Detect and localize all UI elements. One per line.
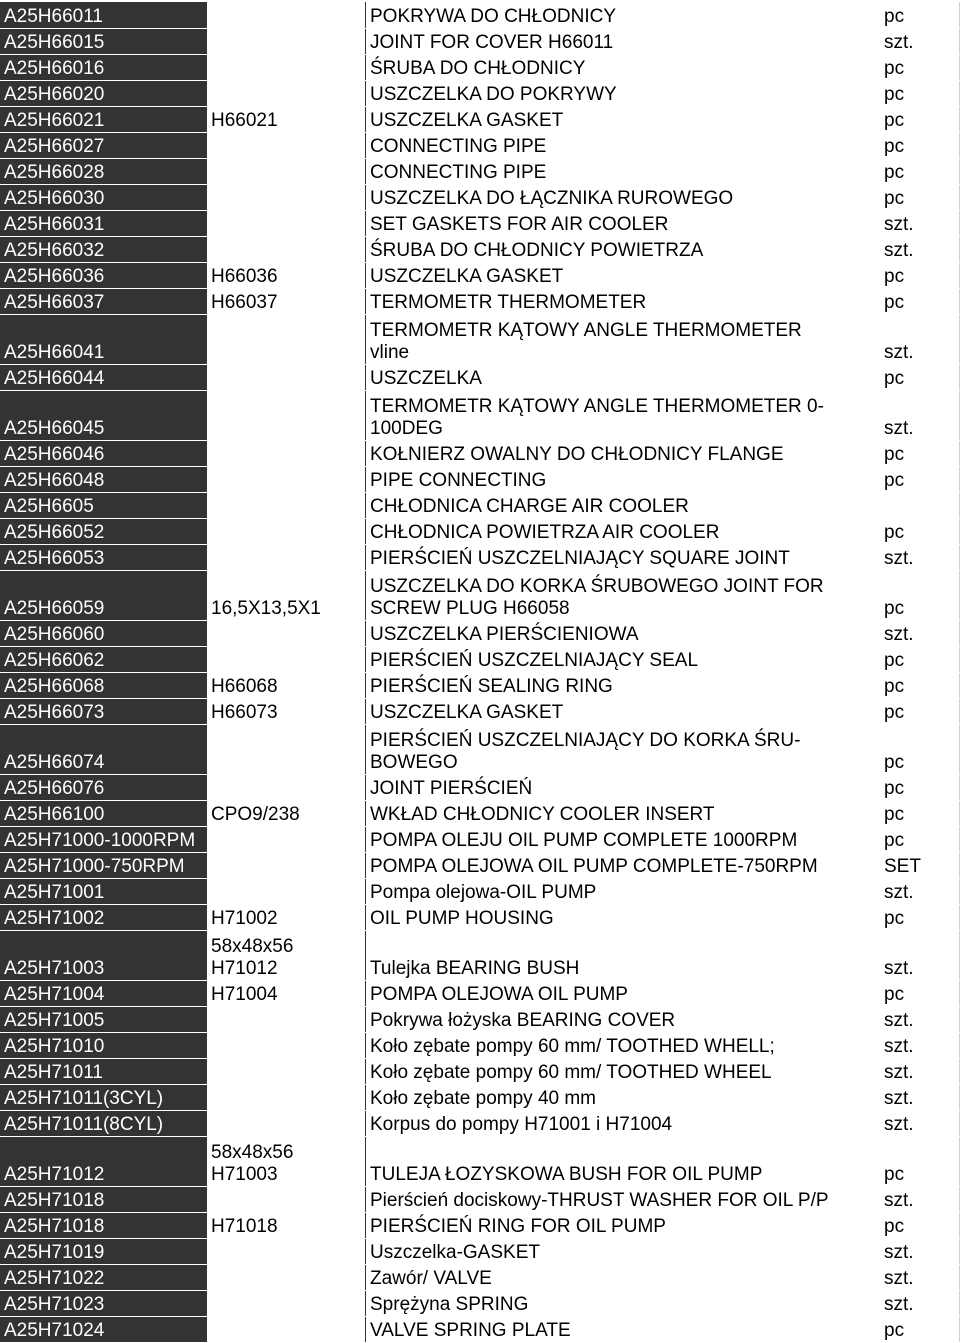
reference-cell: H66068 bbox=[207, 672, 366, 698]
table-row bbox=[0, 54, 960, 80]
description-line: CHŁODNICA POWIETRZA AIR COOLER bbox=[370, 521, 720, 543]
unit-cell: pc bbox=[880, 288, 959, 314]
description-line: Pokrywa łożyska BEARING COVER bbox=[370, 1009, 676, 1031]
description-cell bbox=[366, 1006, 881, 1032]
reference-cell: 16,5X13,5X1 bbox=[207, 570, 366, 620]
unit-cell: pc bbox=[880, 1316, 959, 1342]
reference-cell bbox=[207, 1058, 366, 1084]
part-code-cell: A25H71005 bbox=[0, 1006, 207, 1032]
description-cell bbox=[366, 492, 881, 518]
table-row bbox=[0, 158, 960, 184]
description-cell bbox=[366, 440, 881, 466]
unit-cell: szt. bbox=[880, 878, 959, 904]
reference-cell bbox=[207, 1186, 366, 1212]
reference-cell bbox=[207, 440, 366, 466]
reference-cell bbox=[207, 544, 366, 570]
table-row bbox=[0, 1186, 960, 1212]
part-code-cell: A25H66037 bbox=[0, 288, 207, 314]
description-line: Uszczelka-GASKET bbox=[370, 1241, 540, 1263]
description-line: USZCZELKA GASKET bbox=[370, 265, 564, 287]
reference-cell bbox=[207, 54, 366, 80]
part-code-cell: A25H66016 bbox=[0, 54, 207, 80]
description-cell bbox=[366, 980, 881, 1006]
part-code-cell: A25H71000-750RPM bbox=[0, 852, 207, 878]
reference-cell bbox=[207, 1032, 366, 1058]
unit-cell: pc bbox=[880, 80, 959, 106]
description-line: Pierścień dociskowy-THRUST WASHER FOR OIL P/P bbox=[370, 1189, 829, 1211]
table-row bbox=[0, 1316, 960, 1342]
part-code-cell: A25H71011 bbox=[0, 1058, 207, 1084]
description-cell bbox=[366, 1238, 881, 1264]
table-row bbox=[0, 672, 960, 698]
description-cell bbox=[366, 774, 881, 800]
reference-cell bbox=[207, 518, 366, 544]
table-row bbox=[0, 1264, 960, 1290]
unit-cell: pc bbox=[880, 184, 959, 210]
part-code-cell: A25H71019 bbox=[0, 1238, 207, 1264]
part-code-cell: A25H66044 bbox=[0, 364, 207, 390]
description-line: POMPA OLEJOWA OIL PUMP bbox=[370, 983, 628, 1005]
unit-cell: szt. bbox=[880, 1032, 959, 1058]
description-cell bbox=[366, 1136, 881, 1186]
description-line: PIERŚCIEŃ USZCZELNIAJĄCY SEAL bbox=[370, 649, 699, 671]
reference-cell bbox=[207, 878, 366, 904]
description-line: TERMOMETR KĄTOWY ANGLE THERMOMETER 0- bbox=[370, 395, 824, 417]
description-cell bbox=[366, 852, 881, 878]
part-code-cell: A25H66076 bbox=[0, 774, 207, 800]
description-line: CHŁODNICA CHARGE AIR COOLER bbox=[370, 495, 689, 517]
description-line: SET GASKETS FOR AIR COOLER bbox=[370, 213, 669, 235]
part-code-cell: A25H66036 bbox=[0, 262, 207, 288]
part-code-cell: A25H66073 bbox=[0, 698, 207, 724]
description-cell bbox=[366, 544, 881, 570]
description-line: vline bbox=[370, 341, 410, 363]
table-row bbox=[0, 1058, 960, 1084]
part-code-cell: A25H66062 bbox=[0, 646, 207, 672]
description-line: POMPA OLEJU OIL PUMP COMPLETE 1000RPM bbox=[370, 829, 798, 851]
unit-cell: szt. bbox=[880, 1264, 959, 1290]
description-line: USZCZELKA GASKET bbox=[370, 109, 564, 131]
table-row bbox=[0, 440, 960, 466]
unit-cell: pc bbox=[880, 158, 959, 184]
table-row bbox=[0, 878, 960, 904]
part-code-cell: A25H71018 bbox=[0, 1186, 207, 1212]
reference-cell bbox=[207, 1136, 366, 1186]
description-cell bbox=[366, 800, 881, 826]
description-cell bbox=[366, 930, 881, 980]
description-cell bbox=[366, 466, 881, 492]
description-cell bbox=[366, 262, 881, 288]
unit-cell: pc bbox=[880, 440, 959, 466]
description-line: PIERŚCIEŃ USZCZELNIAJĄCY DO KORKA ŚRU- bbox=[370, 729, 801, 751]
description-line: USZCZELKA bbox=[370, 367, 482, 389]
reference-cell bbox=[207, 1238, 366, 1264]
reference-cell bbox=[207, 364, 366, 390]
part-code-cell: A25H71011(3CYL) bbox=[0, 1084, 207, 1110]
description-line: PIPE CONNECTING bbox=[370, 469, 547, 491]
description-cell bbox=[366, 132, 881, 158]
table-row bbox=[0, 1212, 960, 1238]
description-line: JOINT FOR COVER H66011 bbox=[370, 31, 614, 53]
unit-cell: szt. bbox=[880, 1058, 959, 1084]
reference-cell bbox=[207, 314, 366, 364]
unit-cell: SET bbox=[880, 852, 959, 878]
reference-line: H71003 bbox=[211, 1163, 278, 1185]
description-cell bbox=[366, 1264, 881, 1290]
parts-table-body bbox=[0, 2, 960, 1342]
table-row bbox=[0, 620, 960, 646]
description-line: PIERŚCIEŃ SEALING RING bbox=[370, 675, 613, 697]
unit-cell: szt. bbox=[880, 28, 959, 54]
table-row bbox=[0, 492, 960, 518]
unit-cell: pc bbox=[880, 54, 959, 80]
reference-cell bbox=[207, 1264, 366, 1290]
reference-cell: H66021 bbox=[207, 106, 366, 132]
unit-cell: szt. bbox=[880, 390, 959, 440]
parts-table bbox=[0, 2, 960, 1343]
description-line: PIERŚCIEŃ RING FOR OIL PUMP bbox=[370, 1215, 666, 1237]
description-line: Koło zębate pompy 40 mm bbox=[370, 1087, 597, 1109]
part-code-cell: A25H66059 bbox=[0, 570, 207, 620]
reference-cell bbox=[207, 620, 366, 646]
reference-cell bbox=[207, 852, 366, 878]
unit-cell: szt. bbox=[880, 1110, 959, 1136]
unit-cell: pc bbox=[880, 2, 959, 28]
table-row bbox=[0, 2, 960, 28]
description-cell bbox=[366, 54, 881, 80]
description-line: USZCZELKA GASKET bbox=[370, 701, 564, 723]
reference-cell: CPO9/238 bbox=[207, 800, 366, 826]
description-line: Koło zębate pompy 60 mm/ TOOTHED WHELL; bbox=[370, 1035, 775, 1057]
reference-line: 58x48x56 bbox=[211, 1141, 294, 1163]
unit-cell: pc bbox=[880, 1212, 959, 1238]
part-code-cell: A25H6605 bbox=[0, 492, 207, 518]
description-line: TULEJA ŁOZYSKOWA BUSH FOR OIL PUMP bbox=[370, 1163, 763, 1185]
reference-cell bbox=[207, 1110, 366, 1136]
unit-cell: pc bbox=[880, 646, 959, 672]
description-cell bbox=[366, 80, 881, 106]
description-line: JOINT PIERŚCIEŃ bbox=[370, 777, 533, 799]
description-line: OIL PUMP HOUSING bbox=[370, 907, 554, 929]
description-cell bbox=[366, 1316, 881, 1342]
part-code-cell: A25H71011(8CYL) bbox=[0, 1110, 207, 1136]
part-code-cell: A25H66068 bbox=[0, 672, 207, 698]
unit-cell: pc bbox=[880, 980, 959, 1006]
description-cell bbox=[366, 1084, 881, 1110]
table-row bbox=[0, 314, 960, 364]
part-code-cell: A25H71010 bbox=[0, 1032, 207, 1058]
part-code-cell: A25H66032 bbox=[0, 236, 207, 262]
table-row bbox=[0, 1136, 960, 1186]
unit-cell: pc bbox=[880, 518, 959, 544]
description-cell bbox=[366, 698, 881, 724]
unit-cell: pc bbox=[880, 800, 959, 826]
reference-cell bbox=[207, 1006, 366, 1032]
description-line: POMPA OLEJOWA OIL PUMP COMPLETE-750RPM bbox=[370, 855, 818, 877]
description-line: USZCZELKA PIERŚCIENIOWA bbox=[370, 623, 639, 645]
description-cell bbox=[366, 288, 881, 314]
part-code-cell: A25H71004 bbox=[0, 980, 207, 1006]
unit-cell: szt. bbox=[880, 236, 959, 262]
description-line: Korpus do pompy H71001 i H71004 bbox=[370, 1113, 673, 1135]
unit-cell: pc bbox=[880, 724, 959, 774]
description-cell bbox=[366, 518, 881, 544]
table-row bbox=[0, 1290, 960, 1316]
table-row bbox=[0, 800, 960, 826]
part-code-cell: A25H66074 bbox=[0, 724, 207, 774]
part-code-cell: A25H71012 bbox=[0, 1136, 207, 1186]
reference-cell bbox=[207, 28, 366, 54]
unit-cell: pc bbox=[880, 1136, 959, 1186]
part-code-cell: A25H66046 bbox=[0, 440, 207, 466]
description-line: VALVE SPRING PLATE bbox=[370, 1319, 571, 1341]
reference-cell bbox=[207, 724, 366, 774]
unit-cell: pc bbox=[880, 826, 959, 852]
reference-cell bbox=[207, 236, 366, 262]
part-code-cell: A25H66020 bbox=[0, 80, 207, 106]
unit-cell: szt. bbox=[880, 1290, 959, 1316]
table-row bbox=[0, 570, 960, 620]
table-row bbox=[0, 544, 960, 570]
description-cell bbox=[366, 1186, 881, 1212]
table-row bbox=[0, 826, 960, 852]
description-line: TERMOMETR KĄTOWY ANGLE THERMOMETER bbox=[370, 319, 802, 341]
reference-cell bbox=[207, 930, 366, 980]
reference-cell bbox=[207, 492, 366, 518]
description-line: PIERŚCIEŃ USZCZELNIAJĄCY SQUARE JOINT bbox=[370, 547, 790, 569]
description-line: CONNECTING PIPE bbox=[370, 135, 547, 157]
description-line: USZCZELKA DO KORKA ŚRUBOWEGO JOINT FOR bbox=[370, 575, 824, 597]
table-row bbox=[0, 930, 960, 980]
reference-cell bbox=[207, 1084, 366, 1110]
unit-cell: szt. bbox=[880, 1084, 959, 1110]
table-row bbox=[0, 28, 960, 54]
reference-cell bbox=[207, 826, 366, 852]
unit-cell: pc bbox=[880, 774, 959, 800]
table-row bbox=[0, 852, 960, 878]
reference-cell bbox=[207, 80, 366, 106]
table-row bbox=[0, 80, 960, 106]
table-row bbox=[0, 1110, 960, 1136]
description-line: Tulejka BEARING BUSH bbox=[370, 957, 580, 979]
table-row bbox=[0, 724, 960, 774]
description-line: Pompa olejowa-OIL PUMP bbox=[370, 881, 597, 903]
description-cell bbox=[366, 106, 881, 132]
part-code-cell: A25H71018 bbox=[0, 1212, 207, 1238]
reference-cell bbox=[207, 158, 366, 184]
part-code-cell: A25H66027 bbox=[0, 132, 207, 158]
part-code-cell: A25H71001 bbox=[0, 878, 207, 904]
table-row bbox=[0, 106, 960, 132]
description-cell bbox=[366, 904, 881, 930]
unit-cell: szt. bbox=[880, 1006, 959, 1032]
description-line: ŚRUBA DO CHŁODNICY bbox=[370, 57, 586, 79]
table-row bbox=[0, 1238, 960, 1264]
part-code-cell: A25H66060 bbox=[0, 620, 207, 646]
unit-cell: szt. bbox=[880, 210, 959, 236]
reference-cell bbox=[207, 1290, 366, 1316]
description-cell bbox=[366, 724, 881, 774]
table-row bbox=[0, 980, 960, 1006]
table-row bbox=[0, 210, 960, 236]
unit-cell: pc bbox=[880, 570, 959, 620]
description-line: POKRYWA DO CHŁODNICY bbox=[370, 5, 616, 27]
part-code-cell: A25H66100 bbox=[0, 800, 207, 826]
part-code-cell: A25H66048 bbox=[0, 466, 207, 492]
table-row bbox=[0, 236, 960, 262]
description-line: CONNECTING PIPE bbox=[370, 161, 547, 183]
part-code-cell: A25H66021 bbox=[0, 106, 207, 132]
description-cell bbox=[366, 2, 881, 28]
description-line: Zawór/ VALVE bbox=[370, 1267, 492, 1289]
reference-line: 58x48x56 bbox=[211, 935, 294, 957]
unit-cell: szt. bbox=[880, 1186, 959, 1212]
table-row bbox=[0, 1032, 960, 1058]
description-line: 100DEG bbox=[370, 417, 443, 439]
description-cell bbox=[366, 314, 881, 364]
description-cell bbox=[366, 1212, 881, 1238]
table-row bbox=[0, 646, 960, 672]
reference-cell bbox=[207, 132, 366, 158]
unit-cell: szt. bbox=[880, 930, 959, 980]
unit-cell: szt. bbox=[880, 620, 959, 646]
part-code-cell: A25H66041 bbox=[0, 314, 207, 364]
description-line: TERMOMETR THERMOMETER bbox=[370, 291, 647, 313]
reference-cell: H71004 bbox=[207, 980, 366, 1006]
unit-cell: pc bbox=[880, 466, 959, 492]
table-row bbox=[0, 904, 960, 930]
description-cell bbox=[366, 236, 881, 262]
description-line: USZCZELKA DO POKRYWY bbox=[370, 83, 617, 105]
part-code-cell: A25H66053 bbox=[0, 544, 207, 570]
table-row bbox=[0, 364, 960, 390]
unit-cell: pc bbox=[880, 262, 959, 288]
table-row bbox=[0, 132, 960, 158]
part-code-cell: A25H66045 bbox=[0, 390, 207, 440]
description-line: ŚRUBA DO CHŁODNICY POWIETRZA bbox=[370, 239, 704, 261]
description-line: WKŁAD CHŁODNICY COOLER INSERT bbox=[370, 803, 715, 825]
reference-line: H71012 bbox=[211, 957, 278, 979]
description-cell bbox=[366, 570, 881, 620]
unit-cell: pc bbox=[880, 698, 959, 724]
reference-cell bbox=[207, 466, 366, 492]
description-line: BOWEGO bbox=[370, 751, 458, 773]
unit-cell: pc bbox=[880, 132, 959, 158]
description-cell bbox=[366, 1058, 881, 1084]
description-line: Sprężyna SPRING bbox=[370, 1293, 529, 1315]
table-row bbox=[0, 390, 960, 440]
unit-cell: pc bbox=[880, 672, 959, 698]
description-cell bbox=[366, 28, 881, 54]
description-cell bbox=[366, 826, 881, 852]
unit-cell: pc bbox=[880, 106, 959, 132]
table-row bbox=[0, 774, 960, 800]
part-code-cell: A25H71023 bbox=[0, 1290, 207, 1316]
unit-cell: pc bbox=[880, 364, 959, 390]
description-line: USZCZELKA DO ŁĄCZNIKA RUROWEGO bbox=[370, 187, 734, 209]
table-row bbox=[0, 288, 960, 314]
description-cell bbox=[366, 646, 881, 672]
reference-cell bbox=[207, 184, 366, 210]
part-code-cell: A25H71000-1000RPM bbox=[0, 826, 207, 852]
reference-cell bbox=[207, 210, 366, 236]
part-code-cell: A25H71002 bbox=[0, 904, 207, 930]
table-row bbox=[0, 184, 960, 210]
description-cell bbox=[366, 1290, 881, 1316]
description-line: KOŁNIERZ OWALNY DO CHŁODNICY FLANGE bbox=[370, 443, 784, 465]
table-row bbox=[0, 518, 960, 544]
table-row bbox=[0, 1084, 960, 1110]
reference-cell: H71018 bbox=[207, 1212, 366, 1238]
part-code-cell: A25H66011 bbox=[0, 2, 207, 28]
table-row bbox=[0, 466, 960, 492]
description-line: Koło zębate pompy 60 mm/ TOOTHED WHEEL bbox=[370, 1061, 772, 1083]
part-code-cell: A25H66031 bbox=[0, 210, 207, 236]
reference-cell: H66036 bbox=[207, 262, 366, 288]
reference-cell: H71002 bbox=[207, 904, 366, 930]
part-code-cell: A25H71024 bbox=[0, 1316, 207, 1342]
part-code-cell: A25H71022 bbox=[0, 1264, 207, 1290]
reference-cell bbox=[207, 646, 366, 672]
description-cell bbox=[366, 1032, 881, 1058]
part-code-cell: A25H66030 bbox=[0, 184, 207, 210]
part-code-cell: A25H66015 bbox=[0, 28, 207, 54]
description-cell bbox=[366, 620, 881, 646]
reference-cell bbox=[207, 2, 366, 28]
description-cell bbox=[366, 390, 881, 440]
description-cell bbox=[366, 210, 881, 236]
table-row bbox=[0, 1006, 960, 1032]
part-code-cell: A25H66052 bbox=[0, 518, 207, 544]
reference-cell bbox=[207, 390, 366, 440]
description-cell bbox=[366, 364, 881, 390]
reference-cell: H66037 bbox=[207, 288, 366, 314]
unit-cell: szt. bbox=[880, 314, 959, 364]
unit-cell: szt. bbox=[880, 1238, 959, 1264]
reference-cell bbox=[207, 1316, 366, 1342]
description-cell bbox=[366, 672, 881, 698]
unit-cell: szt. bbox=[880, 544, 959, 570]
description-cell bbox=[366, 184, 881, 210]
reference-cell bbox=[207, 774, 366, 800]
table-row bbox=[0, 698, 960, 724]
unit-cell: pc bbox=[880, 904, 959, 930]
table-row bbox=[0, 262, 960, 288]
unit-cell bbox=[880, 492, 959, 518]
description-cell bbox=[366, 1110, 881, 1136]
part-code-cell: A25H71003 bbox=[0, 930, 207, 980]
description-cell bbox=[366, 158, 881, 184]
reference-cell: H66073 bbox=[207, 698, 366, 724]
description-cell bbox=[366, 878, 881, 904]
part-code-cell: A25H66028 bbox=[0, 158, 207, 184]
description-line: SCREW PLUG H66058 bbox=[370, 597, 570, 619]
